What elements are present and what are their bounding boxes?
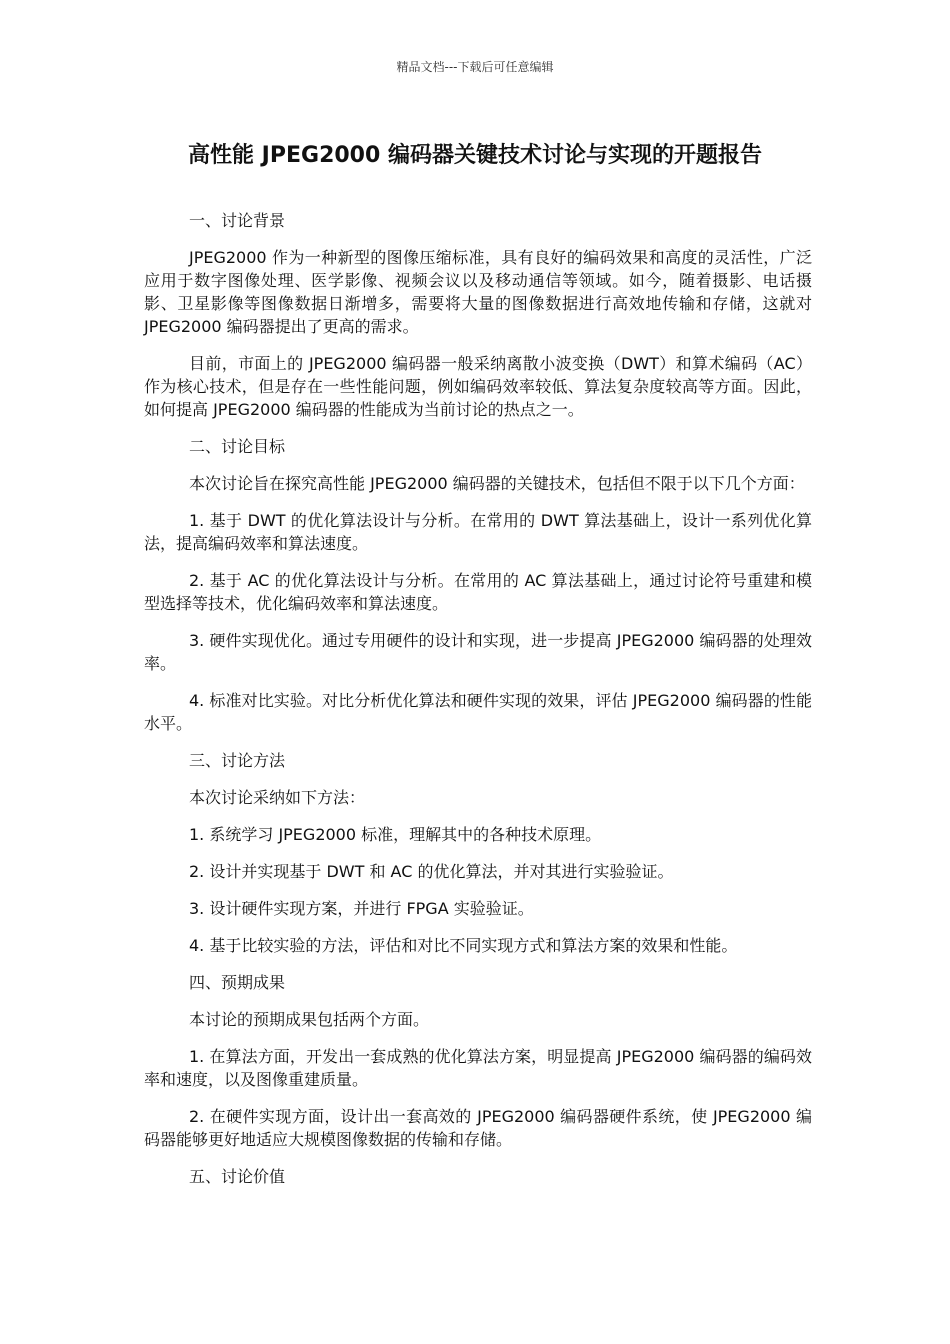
list-item: 1. 系统学习 JPEG2000 标准，理解其中的各种技术原理。: [189, 825, 602, 844]
paragraph: 本讨论的预期成果包括两个方面。: [189, 1010, 430, 1029]
list-item: 4. 基于比较实验的方法，评估和对比不同实现方式和算法方案的效果和性能。: [189, 936, 738, 955]
list-item: 1. 基于 DWT 的优化算法设计与分析。在常用的 DWT 算法基础上，设计一系列优化算法，提高编码效率和算法速度。: [144, 511, 812, 553]
list-item: 1. 在算法方面，开发出一套成熟的优化算法方案，明显提高 JPEG2000 编码器的编码效率和速度，以及图像重建质量。: [144, 1047, 812, 1089]
list-item: 2. 设计并实现基于 DWT 和 AC 的优化算法，并对其进行实验验证。: [189, 862, 674, 881]
document-body: [144, 209, 812, 1202]
paragraph: JPEG2000 作为一种新型的图像压缩标准，具有良好的编码效果和高度的灵活性，广泛应用于数字图像处理、医学影像、视频会议以及移动通信等领域。如今，随着摄影、电话摄影、卫星影像等图像数据日渐增多，需要将大量的图像数据进行高效地传输和存储，这就对 JPEG2000 编码器提出了更高的需求。: [144, 248, 812, 336]
paragraph: 本次讨论旨在探究高性能 JPEG2000 编码器的关键技术，包括但不限于以下几个方面：: [189, 474, 805, 493]
document-title: 高性能 JPEG2000 编码器关键技术讨论与实现的开题报告: [188, 143, 762, 168]
section-heading-value: 五、讨论价值: [189, 1167, 286, 1186]
section-heading-outcomes: 四、预期成果: [189, 973, 286, 992]
paragraph: 本次讨论采纳如下方法：: [189, 788, 366, 807]
list-item: 2. 基于 AC 的优化算法设计与分析。在常用的 AC 算法基础上，通过讨论符号重建和模型选择等技术，优化编码效率和算法速度。: [144, 571, 812, 613]
page-header-note: 精品文档---下载后可任意编辑: [396, 60, 554, 74]
list-item: 4. 标准对比实验。对比分析优化算法和硬件实现的效果，评估 JPEG2000 编码器的性能水平。: [144, 691, 812, 733]
list-item: 3. 设计硬件实现方案，并进行 FPGA 实验验证。: [189, 899, 534, 918]
list-item: 2. 在硬件实现方面，设计出一套高效的 JPEG2000 编码器硬件系统，使 JPEG2000 编码器能够更好地适应大规模图像数据的传输和存储。: [144, 1107, 812, 1149]
list-item: 3. 硬件实现优化。通过专用硬件的设计和实现，进一步提高 JPEG2000 编码器的处理效率。: [144, 631, 812, 673]
section-heading-background: 一、讨论背景: [189, 211, 286, 230]
section-heading-methods: 三、讨论方法: [189, 751, 286, 770]
paragraph: 目前，市面上的 JPEG2000 编码器一般采纳离散小波变换（DWT）和算术编码（AC）作为核心技术，但是存在一些性能问题，例如编码效率较低、算法复杂度较高等方面。因此，如何提高 JPEG2000 编码器的性能成为当前讨论的热点之一。: [144, 354, 812, 419]
section-heading-goals: 二、讨论目标: [189, 437, 286, 456]
